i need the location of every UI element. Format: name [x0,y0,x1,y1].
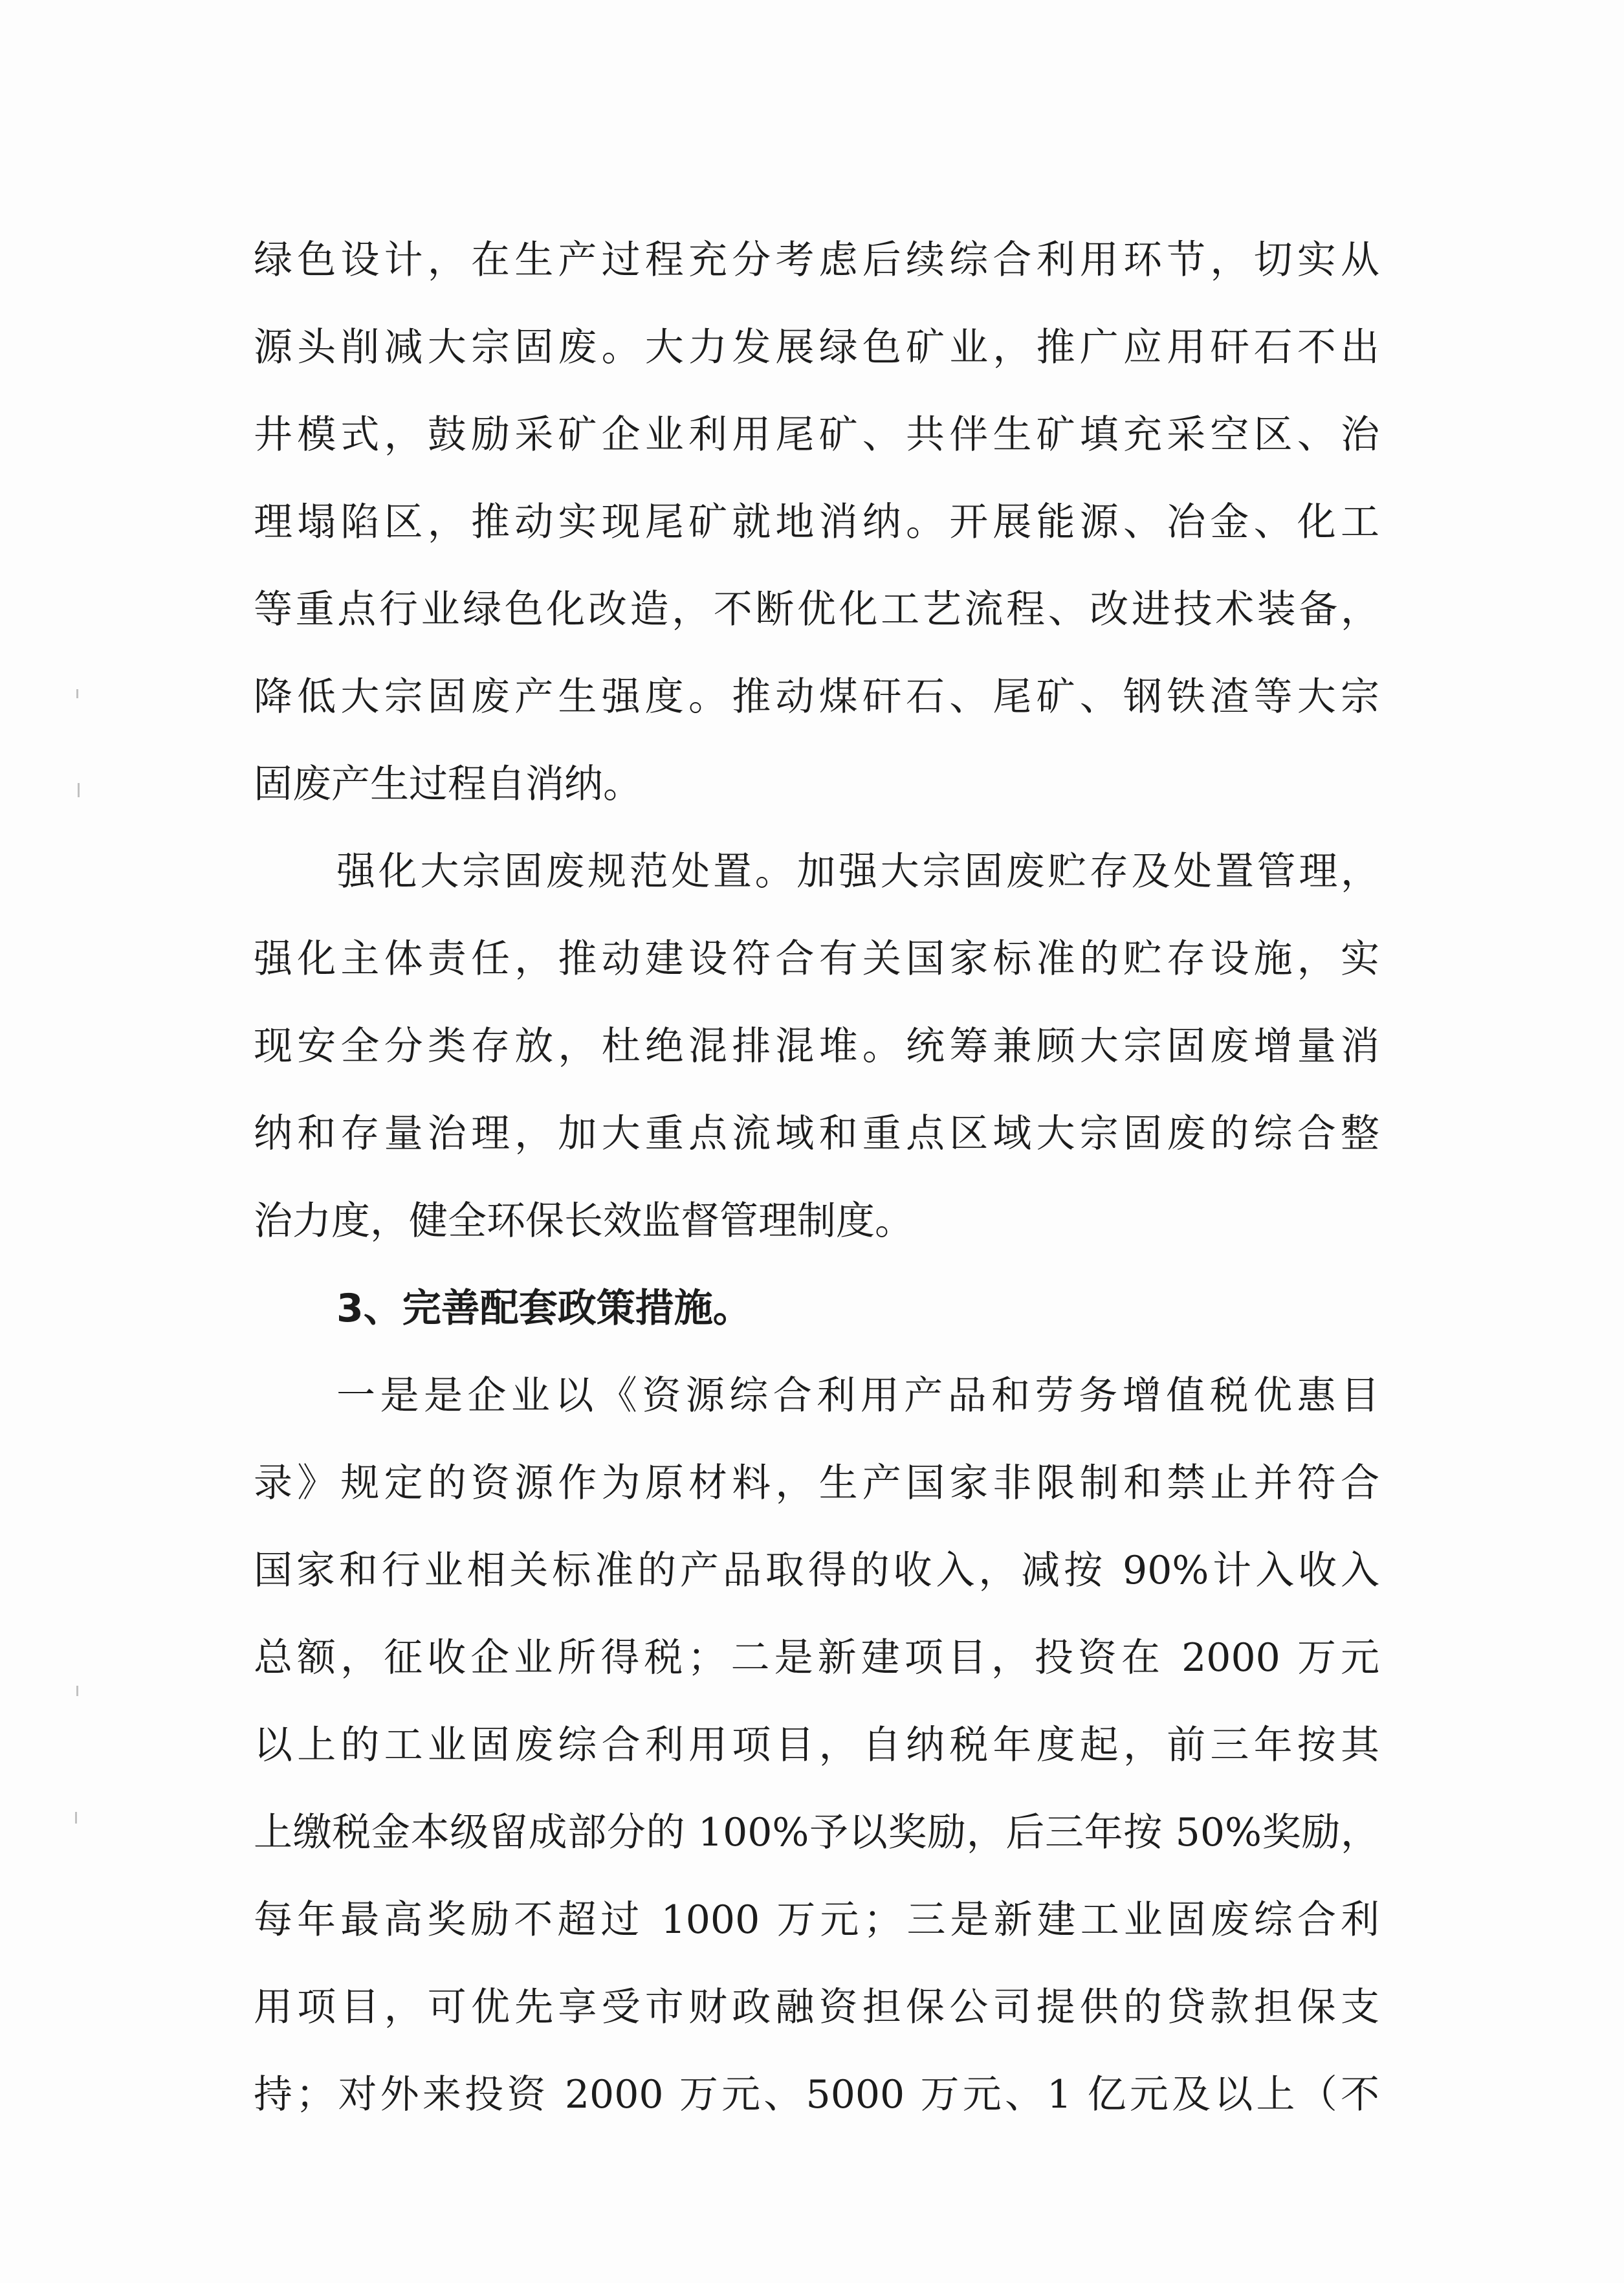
text-line: 持；对外来投资 2000 万元、5000 万元、1 亿元及以上（不 [254,2072,1379,2117]
text-line: 理塌陷区，推动实现尾矿就地消纳。开展能源、冶金、化工 [254,500,1379,545]
scan-mark [78,783,80,797]
text-line: 绿色设计，在生产过程充分考虑后续综合利用环节，切实从 [254,237,1379,283]
paragraph [254,1352,1379,2139]
text-line: 录》规定的资源作为原材料，生产国家非限制和禁止并符合 [254,1461,1379,1506]
paragraph [254,828,1379,1265]
text-line: 一是是企业以《资源综合利用产品和劳务增值税优惠目 [336,1373,1379,1418]
text-line: 井模式，鼓励采矿企业利用尾矿、共伴生矿填充采空区、治 [254,412,1379,458]
text-line: 纳和存量治理，加大重点流域和重点区域大宗固废的综合整 [254,1111,1379,1156]
text-line: 用项目，可优先享受市财政融资担保公司提供的贷款担保支 [254,1985,1379,2030]
text-line: 国家和行业相关标准的产品取得的收入，减按 90%计入收入 [254,1548,1379,1593]
scan-mark [76,689,78,698]
text-line: 降低大宗固废产生强度。推动煤矸石、尾矿、钢铁渣等大宗 [254,674,1379,720]
text-line: 强化主体责任，推动建设符合有关国家标准的贮存设施，实 [254,936,1379,982]
paragraph [254,217,1379,828]
section-heading [254,1265,1379,1352]
document-body [254,217,1379,2139]
heading-text: 3、完善配套政策措施。 [336,1286,752,1331]
text-line: 治力度，健全环保长效监督管理制度。 [254,1198,914,1244]
text-line: 每年最高奖励不超过 1000 万元；三是新建工业固废综合利 [254,1897,1379,1943]
text-line: 固废产生过程自消纳。 [254,762,642,807]
text-line: 上缴税金本级留成部分的 100%予以奖励，后三年按 50%奖励， [254,1810,1379,1855]
text-line: 源头削减大宗固废。大力发展绿色矿业，推广应用矸石不出 [254,325,1379,370]
scan-mark [76,1686,78,1696]
scan-mark [75,1812,77,1824]
text-line: 等重点行业绿色化改造，不断优化工艺流程、改进技术装备， [254,587,1379,632]
text-line: 现安全分类存放，杜绝混排混堆。统筹兼顾大宗固废增量消 [254,1024,1379,1069]
text-line: 强化大宗固废规范处置。加强大宗固废贮存及处置管理， [336,849,1379,894]
text-line: 总额，征收企业所得税；二是新建项目，投资在 2000 万元 [254,1635,1379,1681]
text-line: 以上的工业固废综合利用项目，自纳税年度起，前三年按其 [254,1723,1379,1768]
